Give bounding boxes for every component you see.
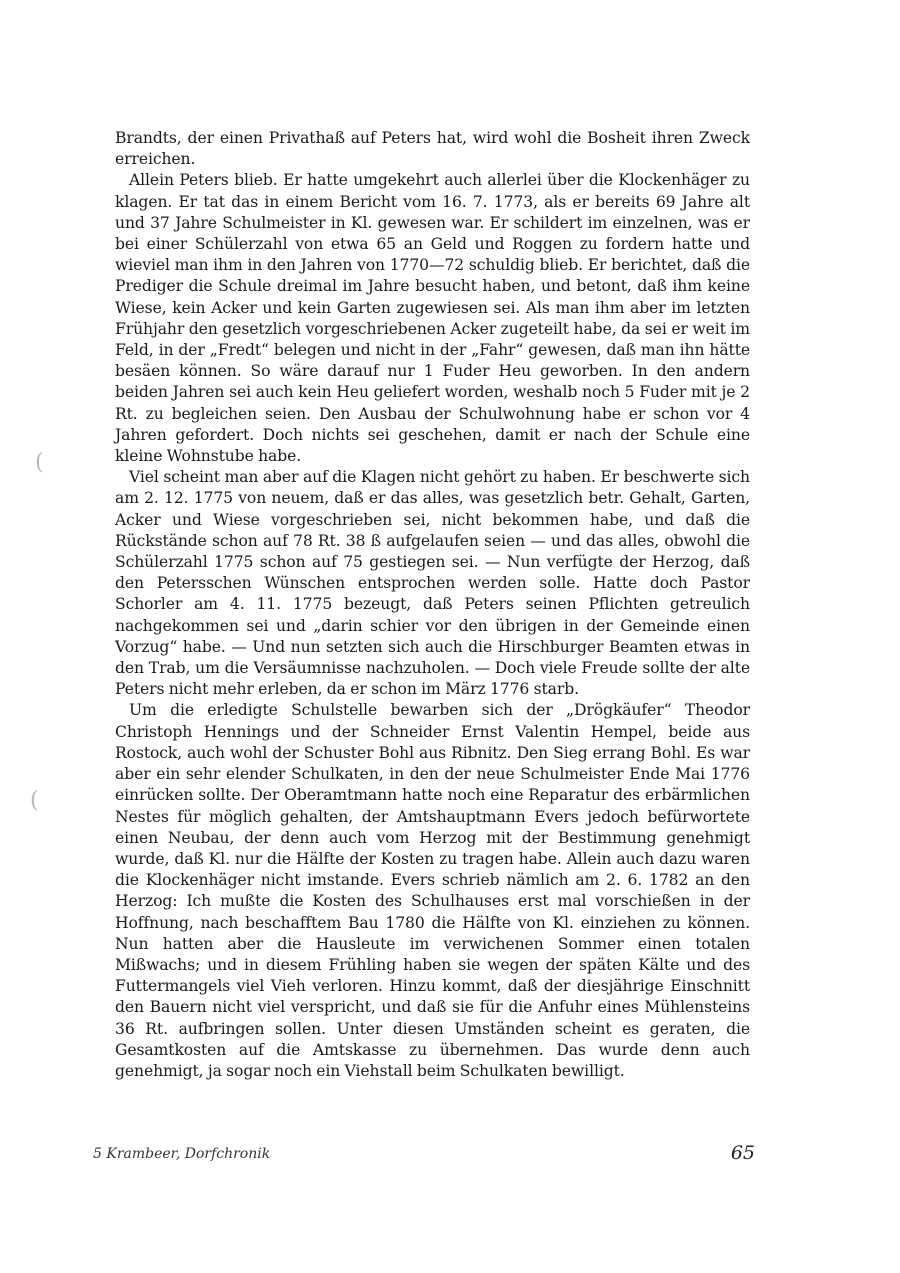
paragraph-1: Brandts, der einen Privathaß auf Peters hat, wird wohl die Bosheit ihren Zweck erreichen. — [115, 129, 750, 169]
signature-mark: 5 Krambeer, Dorfchronik — [93, 1146, 271, 1162]
margin-mark: ( — [30, 788, 39, 813]
body-text — [115, 128, 750, 1082]
paragraph-4: Um die erledigte Schulstelle bewarben sich der „Drögkäufer“ Theodor Christoph Hennings und der Schneider Ernst Valentin Hempel, beide aus Rostock, auch wohl der Schuster Bohl aus Ribnitz. Den Sieg errang Bohl. Es war aber ein sehr elender Schulkaten, in den der neue Schulmeister Ende Mai 1776 einrücken sollte. Der Oberamtmann hatte noch eine Reparatur des erbärmlichen Nestes für möglich gehalten, der Amtshauptmann Evers jedoch befürwortete einen Neubau, der denn auch vom Herzog mit der Bestimmung genehmigt wurde, daß Kl. nur die Hälfte der Kosten zu tragen habe. Allein auch dazu waren die Klockenhäger nicht imstande. Evers schrieb nämlich am 2. 6. 1782 an den Herzog: Ich mußte die Kosten des Schulhauses erst mal vorschießen in der Hoffnung, nach beschafftem Bau 1780 die Hälfte von Kl. einziehen zu können. Nun hatten aber die Hausleute im verwichenen Sommer einen totalen Mißwachs; und in diesem Frühling haben sie wegen der späten Kälte und des Futtermangels viel Vieh verloren. Hinzu kommt, daß der diesjährige Einschnitt den Bauern nicht viel verspricht, und daß sie für die Anfuhr eines Mühlensteins 36 Rt. aufbringen sollen. Unter diesen Umständen scheint es geraten, die Gesamtkosten auf die Amtskasse zu übernehmen. Das wurde denn auch genehmigt, ja sogar noch ein Viehstall beim Schulkaten bewilligt. — [115, 701, 750, 1080]
page-number: 65 — [730, 1142, 755, 1164]
paragraph-3: Viel scheint man aber auf die Klagen nicht gehört zu haben. Er beschwerte sich am 2. 12. 1775 von neuem, daß er das alles, was gesetzlich betr. Gehalt, Garten, Acker und Wiese vorgeschrieben sei, nicht bekommen habe, und daß die Rückstände schon auf 78 Rt. 38 ß aufgelaufen seien — und das alles, obwohl die Schülerzahl 1775 schon auf 75 gestiegen sei. — Nun verfügte der Herzog, daß den Petersschen Wünschen entsprochen werden solle. Hatte doch Pastor Schorler am 4. 11. 1775 bezeugt, daß Peters seinen Pflichten getreulich nachgekommen sei und „darin schier vor den übrigen in der Gemeinde einen Vorzug“ habe. — Und nun setzten sich auch die Hirschburger Beamten etwas in den Trab, um die Versäumnisse nachzuholen. — Doch viele Freude sollte der alte Peters nicht mehr erleben, da er schon im März 1776 starb. — [115, 468, 750, 699]
paragraph-2: Allein Peters blieb. Er hatte umgekehrt auch allerlei über die Klockenhäger zu klagen. Er tat das in einem Bericht vom 16. 7. 1773, als er bereits 69 Jahre alt und 37 Jahre Schulmeister in Kl. gewesen war. Er schildert im einzelnen, was er bei einer Schülerzahl von etwa 65 an Geld und Roggen zu fordern hatte und wieviel man ihm in den Jahren von 1770—72 schuldig blieb. Er berichtet, daß die Prediger die Schule dreimal im Jahre besucht haben, und betont, daß ihm keine Wiese, kein Acker und kein Garten zugewiesen sei. Als man ihm aber im letzten Frühjahr den gesetzlich vorgeschriebenen Acker zugeteilt habe, da sei er weit im Feld, in der „Fredt“ belegen und nicht in der „Fahr“ gewesen, daß man ihn hätte besäen können. So wäre darauf nur 1 Fuder Heu geworben. In den andern beiden Jahren sei auch kein Heu geliefert worden, weshalb noch 5 Fuder mit je 2 Rt. zu begleichen seien. Den Ausbau der Schulwohnung habe er schon vor 4 Jahren gefordert. Doch nichts sei geschehen, damit er nach der Schule eine kleine Wohnstube habe. — [115, 171, 750, 466]
margin-mark: ( — [35, 450, 44, 475]
page-footer — [93, 1142, 755, 1170]
